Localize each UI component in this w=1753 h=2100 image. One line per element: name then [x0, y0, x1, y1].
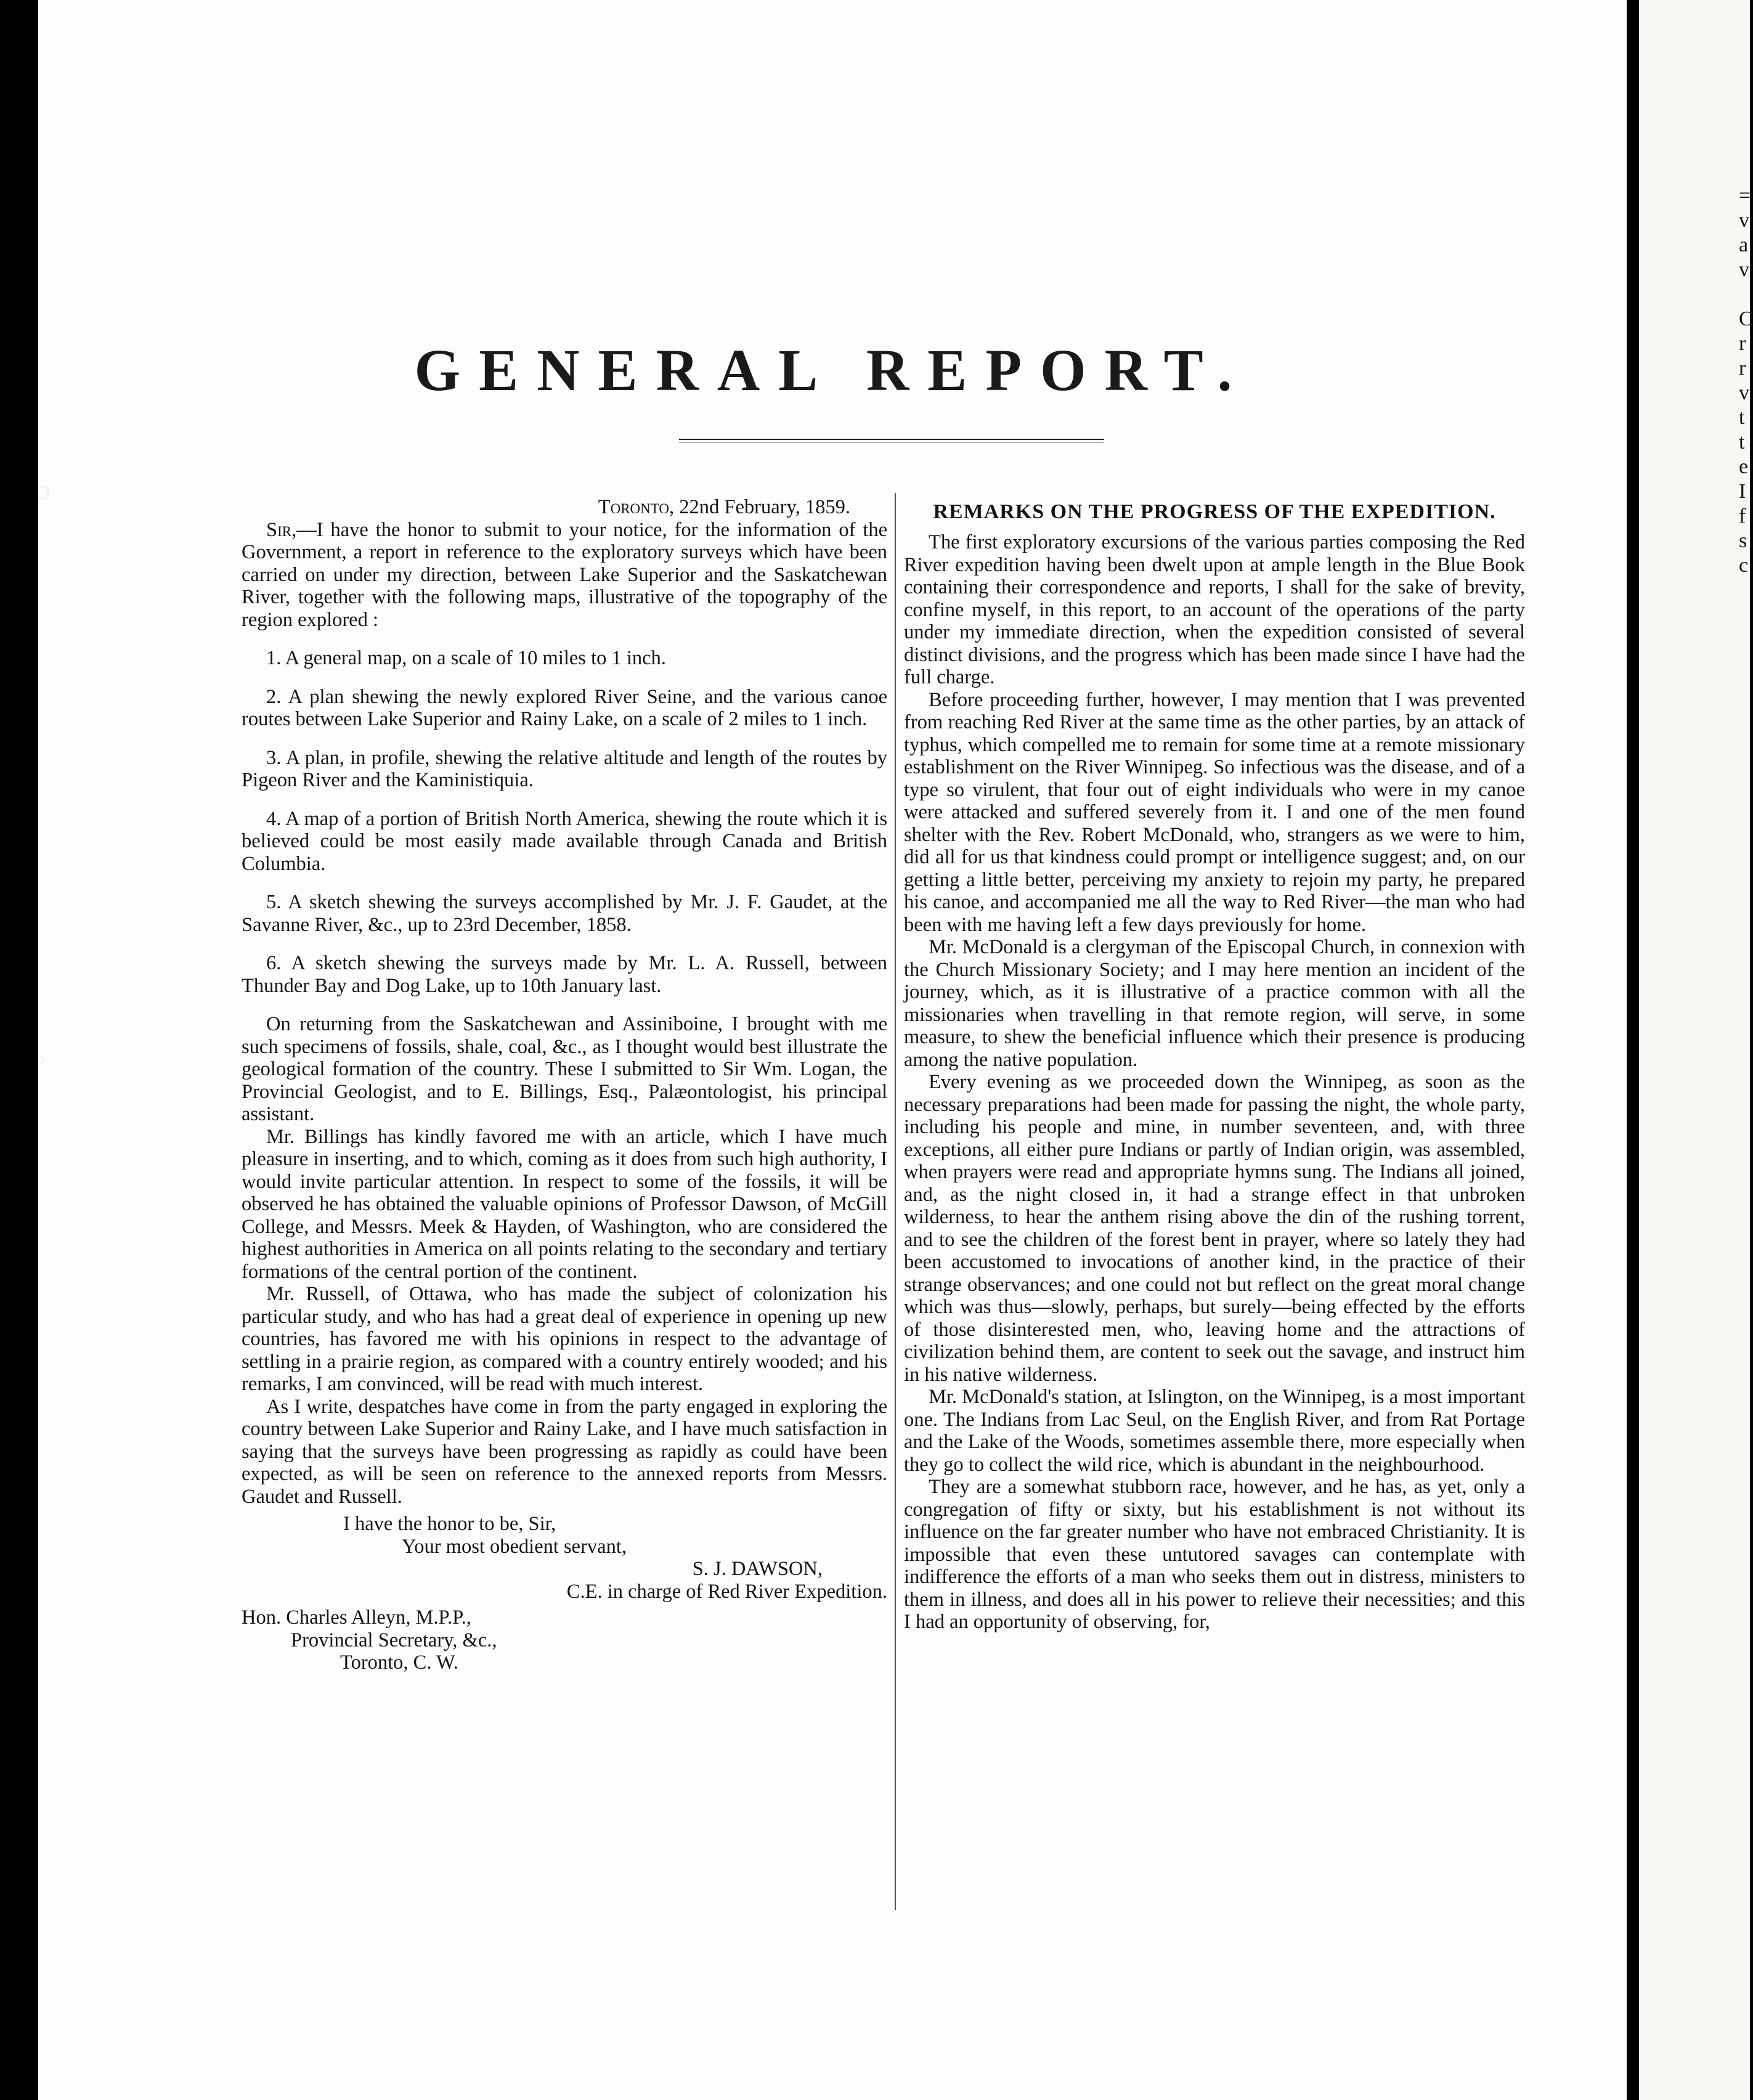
- remarks-paragraph: Before proceeding further, however, I may mention that I was prevented from reaching Red River at the same time as the other parties, by an attack of typhus, which compelled me to remain for some time at a remote missionary establishment on the River Winnipeg. So infectious was the disease, and of a type so virulent, that four out of eight individuals who were in my canoe were attacked and suffered severely from it. I and one of the men found shelter with the Rev. Robert McDonald, who, strangers as we were to him, did all for us that kindness could prompt or intelligence suggest; and, on our getting a little better, perceiving my anxiety to rejoin my party, he prepared his canoe, and accompanied me all the way to Red River—the man who had been with me having left a few days previously for home.: [904, 688, 1525, 936]
- adjacent-page-letter: =: [1739, 184, 1751, 207]
- adjacent-page-letter: s: [1739, 529, 1747, 552]
- dateline-date: , 22nd February, 1859.: [669, 496, 850, 518]
- salutation: Sir,: [266, 518, 297, 541]
- adjacent-page-letter: I: [1739, 480, 1746, 503]
- letter-column: [242, 496, 887, 1674]
- remarks-paragraph: Mr. McDonald's station, at Islington, on the Winnipeg, is a most important one. The Indians from Lac Seul, on the English River, and from Rat Portage and the Lake of the Woods, sometimes assemble there, more especially when they go to collect the wild rice, which is abundant in the neighbourhood.: [904, 1386, 1525, 1476]
- adjacent-page-letter: c: [1739, 554, 1749, 577]
- remarks-paragraph: They are a somewhat stubborn race, however, and he has, as yet, only a congregation of fifty or sixty, but his establishment is not without its influence on the far greater number who have not embraced Christianity. It is impossible that even these untutored savages can contemplate with indifference the efforts of a man who seeks them out in distress, ministers to them in illness, and does all in his power to relieve their necessities; and this I had an opportunity of observing, for,: [904, 1476, 1525, 1633]
- adjacent-page-letter: a: [1739, 234, 1749, 256]
- adjacent-page-letter: v: [1739, 258, 1749, 281]
- adjacent-page-letter: t: [1739, 406, 1745, 429]
- letter-paragraph: Mr. Russell, of Ottawa, who has made the subject of colonization his particular study, and who has had a great deal of experience in opening up new countries, has favored me with his opinions in respect to the advantage of settling in a prairie region, as compared with a country entirely wooded; and his remarks, I am convinced, will be read with much interest.: [242, 1283, 887, 1395]
- margin-mark: ɔ: [38, 475, 51, 505]
- map-list-item: 1. A general map, on a scale of 10 miles to 1 inch.: [266, 647, 666, 669]
- letter-paragraph: On returning from the Saskatchewan and Assiniboine, I brought with me such specimens of fossils, shale, coal, &c., as I thought would best illustrate the geological formation of the country. These I submitted to Sir Wm. Logan, the Provincial Geologist, and to E. Billings, Esq., Palæontologist, his principal assistant.: [242, 1013, 887, 1125]
- closing-line: I have the honor to be, Sir,: [343, 1513, 556, 1535]
- map-list-item: 3. A plan, in profile, shewing the relative altitude and length of the routes by Pigeon River and the Kaministiquia.: [242, 746, 887, 791]
- adjacent-page-letter: t: [1739, 431, 1745, 454]
- page-title: GENERAL REPORT.: [414, 337, 1251, 403]
- adjacent-page-edge: [1639, 0, 1753, 2100]
- adjacent-page-letter: r: [1739, 357, 1746, 380]
- section-heading: REMARKS ON THE PROGRESS OF THE EXPEDITION.: [933, 500, 1496, 523]
- letter-paragraph: As I write, despatches have come in from the party engaged in exploring the country between Lake Superior and Rainy Lake, and I have much satisfaction in saying that the surveys have been progressing as rapidly as could have been expected, as will be seen on reference to the annexed reports from Messrs. Gaudet and Russell.: [242, 1395, 887, 1508]
- adjacent-page-letter: v: [1739, 381, 1749, 404]
- letter-paragraph: Mr. Billings has kindly favored me with an article, which I have much pleasure in inserting, and to which, coming as it does from such high authority, I would invite particular attention. In respect to some of the fossils, it will be observed he has obtained the valuable opinions of Professor Dawson, of McGill College, and Messrs. Meek & Hayden, of Washington, who are considered the highest authorities in America on all points relating to the secondary and tertiary formations of the central portion of the continent.: [242, 1125, 887, 1283]
- map-list-item: 2. A plan shewing the newly explored River Seine, and the various canoe routes between Lake Superior and Rainy Lake, on a scale of 2 miles to 1 inch.: [242, 685, 887, 730]
- adjacent-page-letter: f: [1739, 505, 1746, 527]
- column-divider: [895, 493, 896, 1910]
- closing-line: Your most obedient servant,: [402, 1535, 627, 1558]
- remarks-column: [904, 500, 1525, 1634]
- adjacent-page-letters: [1739, 185, 1751, 579]
- binding-shadow: [1627, 0, 1639, 2100]
- map-list-item: 5. A sketch shewing the surveys accomplished by Mr. J. F. Gaudet, at the Savanne River, &c., up to 23rd December, 1858.: [242, 891, 887, 936]
- margin-mark: ›: [38, 1042, 47, 1072]
- dateline: [242, 496, 850, 519]
- adjacent-page-letter: r: [1739, 332, 1746, 355]
- addressee-line: Toronto, C. W.: [340, 1651, 458, 1674]
- remarks-paragraph: Every evening as we proceeded down the Winnipeg, as soon as the necessary preparations had been made for passing the night, the whole party, including his people and mine, in number seventeen, and, with three exceptions, all either pure Indians or partly of Indian origin, was assembled, when prayers were read and appropriate hymns sung. The Indians all joined, and, as the night closed in, it had a strange effect in that unbroken wilderness, to hear the anthem rising above the din of the rushing torrent, and to see the children of the forest bent in prayer, where so lately they had been accustomed to invocations of another kind, in the practice of their strange observances; and one could not but reflect on the great moral change which was thus—slowly, perhaps, but surely—being effected by the efforts of those disinterested men, who, leaving home and the attractions of civilization behind them, are content to seek out the savage, and instruct him in his native wilderness.: [904, 1071, 1525, 1386]
- adjacent-page-letter: C: [1739, 307, 1753, 330]
- intro-text: —I have the honor to submit to your notice, for the information of the Government, a report in reference to the exploratory surveys which have been carried on under my direction, between Lake Superior and the Saskatchewan River, together with the following maps, illustrative of the topography of the region explored :: [242, 518, 887, 631]
- remarks-paragraph: The first exploratory excursions of the various parties composing the Red River expedition having been dwelt upon at ample length in the Blue Book containing their correspondence and reports, I shall for the sake of brevity, confine myself, in this report, to an account of the operations of the party under my immediate direction, when the expedition consisted of several distinct divisions, and the progress which has been made since I have had the full charge.: [904, 531, 1525, 688]
- letter-intro: [242, 519, 887, 632]
- remarks-paragraph: Mr. McDonald is a clergyman of the Episcopal Church, in connexion with the Church Missionary Society; and I may here mention an incident of the journey, which, as it is illustrative of a practice common with all the missionaries when travelling in that remote region, will serve, in some measure, to shew the beneficial influence which their presence is producing among the native population.: [904, 936, 1525, 1071]
- signature: S. J. DAWSON,: [692, 1558, 823, 1580]
- adjacent-page-letter: [1739, 283, 1751, 308]
- title-rule: [679, 439, 1104, 443]
- signature-title: C.E. in charge of Red River Expedition.: [566, 1580, 887, 1603]
- adjacent-page-letter: e: [1739, 455, 1749, 478]
- addressee-line: Hon. Charles Alleyn, M.P.P.,: [242, 1606, 471, 1629]
- map-list-item: 6. A sketch shewing the surveys made by Mr. L. A. Russell, between Thunder Bay and Dog Lake, up to 10th January last.: [242, 952, 887, 997]
- adjacent-page-letter: v: [1739, 209, 1749, 232]
- dateline-place: Toronto: [598, 496, 670, 518]
- document-page: [38, 0, 1627, 2100]
- addressee-line: Provincial Secretary, &c.,: [291, 1629, 497, 1651]
- map-list-item: 4. A map of a portion of British North America, shewing the route which it is believed could be most easily made available through Canada and British Columbia.: [242, 807, 887, 875]
